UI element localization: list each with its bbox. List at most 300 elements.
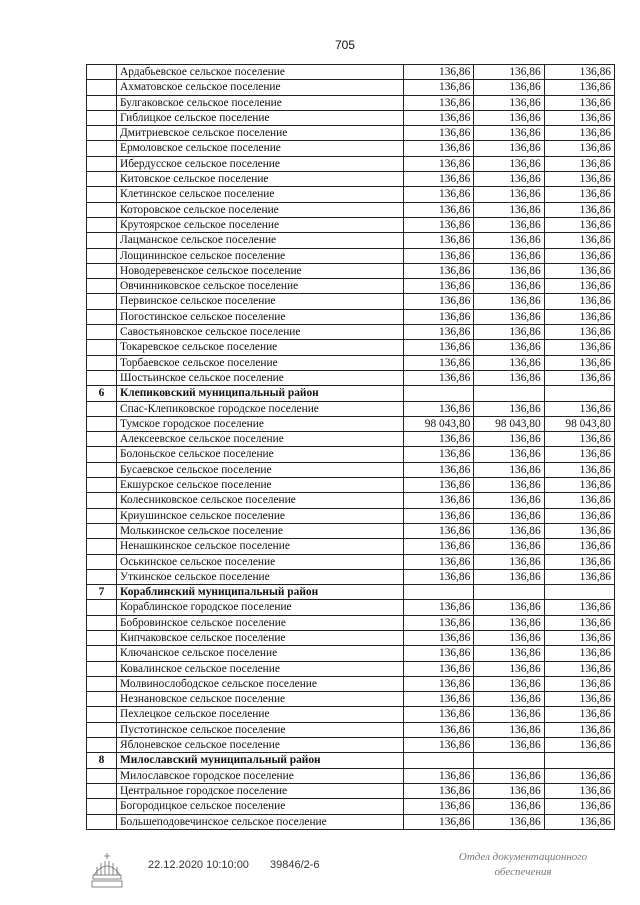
district-row (87, 386, 615, 401)
table-row (87, 738, 615, 753)
value-cell-3 (544, 585, 614, 600)
value-cell-1: 136,86 (404, 279, 474, 294)
value-cell-1: 136,86 (404, 768, 474, 783)
settlement-name-cell: Екшурское сельское поселение (117, 478, 404, 493)
value-cell-1: 136,86 (404, 309, 474, 324)
table-row (87, 600, 615, 615)
row-number-cell (87, 646, 117, 661)
value-cell-2: 136,86 (474, 722, 544, 737)
table-row (87, 707, 615, 722)
value-cell-2: 136,86 (474, 355, 544, 370)
stamp-line-1: Отдел документационного (458, 851, 588, 863)
table-row (87, 783, 615, 798)
value-cell-1: 136,86 (404, 126, 474, 141)
settlement-name-cell: Лацманское сельское поселение (117, 233, 404, 248)
value-cell-1: 136,86 (404, 707, 474, 722)
value-cell-1: 136,86 (404, 233, 474, 248)
value-cell-1 (404, 386, 474, 401)
value-cell-1: 136,86 (404, 722, 474, 737)
value-cell-1 (404, 753, 474, 768)
table-row (87, 539, 615, 554)
settlement-name-cell: Ахматовское сельское поселение (117, 80, 404, 95)
table-row (87, 325, 615, 340)
value-cell-2: 136,86 (474, 478, 544, 493)
value-cell-2: 136,86 (474, 447, 544, 462)
value-cell-1: 136,86 (404, 646, 474, 661)
value-cell-2: 136,86 (474, 370, 544, 385)
value-cell-1: 136,86 (404, 478, 474, 493)
row-number-cell (87, 462, 117, 477)
value-cell-1: 136,86 (404, 692, 474, 707)
table-row (87, 126, 615, 141)
row-number-cell (87, 692, 117, 707)
value-cell-1: 136,86 (404, 783, 474, 798)
value-cell-3: 136,86 (544, 202, 614, 217)
settlement-name-cell: Гиблицкое сельское поселение (117, 110, 404, 125)
value-cell-2: 136,86 (474, 248, 544, 263)
row-number-cell: 6 (87, 386, 117, 401)
value-cell-2: 136,86 (474, 80, 544, 95)
settlement-name-cell: Торбаевское сельское поселение (117, 355, 404, 370)
settlement-name-cell: Криушинское сельское поселение (117, 508, 404, 523)
value-cell-3: 136,86 (544, 707, 614, 722)
value-cell-3: 136,86 (544, 478, 614, 493)
value-cell-3: 136,86 (544, 814, 614, 829)
stamp-line-2: обеспечения (494, 866, 552, 878)
settlement-name-cell: Пустотинское сельское поселение (117, 722, 404, 737)
row-number-cell (87, 65, 117, 80)
district-row (87, 753, 615, 768)
row-number-cell (87, 110, 117, 125)
value-cell-1: 136,86 (404, 569, 474, 584)
settlement-name-cell: Токаревское сельское поселение (117, 340, 404, 355)
value-cell-3: 136,86 (544, 279, 614, 294)
table-row (87, 263, 615, 278)
value-cell-1: 136,86 (404, 95, 474, 110)
value-cell-3: 136,86 (544, 187, 614, 202)
value-cell-2: 136,86 (474, 569, 544, 584)
value-cell-3: 136,86 (544, 646, 614, 661)
page-number: 705 (334, 38, 356, 52)
value-cell-1: 136,86 (404, 156, 474, 171)
table-row (87, 523, 615, 538)
settlement-name-cell: Уткинское сельское поселение (117, 569, 404, 584)
value-cell-3: 136,86 (544, 95, 614, 110)
value-cell-3: 136,86 (544, 738, 614, 753)
table-row (87, 814, 615, 829)
value-cell-1: 136,86 (404, 799, 474, 814)
row-number-cell (87, 172, 117, 187)
table-row (87, 110, 615, 125)
table-row (87, 493, 615, 508)
table-row (87, 768, 615, 783)
value-cell-1: 136,86 (404, 615, 474, 630)
settlement-name-cell: Крутоярское сельское поселение (117, 217, 404, 232)
value-cell-1: 136,86 (404, 738, 474, 753)
value-cell-1: 136,86 (404, 630, 474, 645)
value-cell-2: 136,86 (474, 523, 544, 538)
table-row (87, 309, 615, 324)
table-row (87, 462, 615, 477)
value-cell-2: 136,86 (474, 630, 544, 645)
value-cell-2: 136,86 (474, 141, 544, 156)
value-cell-3: 136,86 (544, 523, 614, 538)
settlement-name-cell: Ненашкинское сельское поселение (117, 539, 404, 554)
value-cell-1: 136,86 (404, 325, 474, 340)
table-row (87, 676, 615, 691)
row-number-cell (87, 156, 117, 171)
value-cell-2: 136,86 (474, 814, 544, 829)
table-row (87, 65, 615, 80)
row-number-cell (87, 630, 117, 645)
value-cell-1: 136,86 (404, 554, 474, 569)
value-cell-3: 136,86 (544, 661, 614, 676)
row-number-cell (87, 722, 117, 737)
table-row (87, 478, 615, 493)
row-number-cell (87, 95, 117, 110)
value-cell-3: 136,86 (544, 783, 614, 798)
settlement-name-cell: Бобровинское сельское поселение (117, 615, 404, 630)
row-number-cell (87, 615, 117, 630)
value-cell-3: 136,86 (544, 539, 614, 554)
settlement-name-cell: Ардабьевское сельское поселение (117, 65, 404, 80)
settlement-name-cell: Клетинское сельское поселение (117, 187, 404, 202)
value-cell-2: 136,86 (474, 126, 544, 141)
table-row (87, 95, 615, 110)
value-cell-2: 136,86 (474, 462, 544, 477)
value-cell-3: 136,86 (544, 141, 614, 156)
value-cell-2: 136,86 (474, 95, 544, 110)
value-cell-2: 136,86 (474, 401, 544, 416)
value-cell-2: 136,86 (474, 508, 544, 523)
value-cell-1: 136,86 (404, 340, 474, 355)
table-row (87, 340, 615, 355)
value-cell-2: 136,86 (474, 738, 544, 753)
settlement-name-cell: Кораблинское городское поселение (117, 600, 404, 615)
value-cell-1: 98 043,80 (404, 416, 474, 431)
row-number-cell (87, 279, 117, 294)
value-cell-1: 136,86 (404, 814, 474, 829)
value-cell-1: 136,86 (404, 370, 474, 385)
table-row (87, 401, 615, 416)
table-row (87, 554, 615, 569)
value-cell-3: 136,86 (544, 325, 614, 340)
settlement-name-cell: Тумское городское поселение (117, 416, 404, 431)
table-row (87, 141, 615, 156)
value-cell-2: 136,86 (474, 615, 544, 630)
row-number-cell (87, 600, 117, 615)
row-number-cell (87, 202, 117, 217)
value-cell-2: 136,86 (474, 187, 544, 202)
row-number-cell (87, 814, 117, 829)
table-row (87, 187, 615, 202)
table-row (87, 233, 615, 248)
settlement-name-cell: Оськинское сельское поселение (117, 554, 404, 569)
row-number-cell (87, 416, 117, 431)
value-cell-2: 136,86 (474, 539, 544, 554)
row-number-cell: 7 (87, 585, 117, 600)
value-cell-2: 136,86 (474, 340, 544, 355)
value-cell-1: 136,86 (404, 141, 474, 156)
value-cell-2: 136,86 (474, 325, 544, 340)
value-cell-2: 98 043,80 (474, 416, 544, 431)
settlement-name-cell: Шостьинское сельское поселение (117, 370, 404, 385)
settlement-name-cell: Колесниковское сельское поселение (117, 493, 404, 508)
value-cell-3: 136,86 (544, 569, 614, 584)
table-row (87, 569, 615, 584)
table-row (87, 416, 615, 431)
settlement-name-cell: Бусаевское сельское поселение (117, 462, 404, 477)
value-cell-2: 136,86 (474, 493, 544, 508)
settlement-name-cell: Молькинское сельское поселение (117, 523, 404, 538)
value-cell-3 (544, 753, 614, 768)
row-number-cell (87, 340, 117, 355)
value-cell-1: 136,86 (404, 294, 474, 309)
value-cell-3: 136,86 (544, 676, 614, 691)
value-cell-3: 136,86 (544, 156, 614, 171)
row-number-cell (87, 493, 117, 508)
settlement-name-cell: Ибердусское сельское поселение (117, 156, 404, 171)
value-cell-3: 136,86 (544, 172, 614, 187)
table-row (87, 370, 615, 385)
settlement-name-cell: Ключанское сельское поселение (117, 646, 404, 661)
value-cell-2: 136,86 (474, 202, 544, 217)
settlement-name-cell: Кипчаковское сельское поселение (117, 630, 404, 645)
value-cell-3: 136,86 (544, 432, 614, 447)
value-cell-3: 136,86 (544, 355, 614, 370)
value-cell-3: 136,86 (544, 248, 614, 263)
row-number-cell (87, 738, 117, 753)
value-cell-3: 136,86 (544, 493, 614, 508)
value-cell-3: 136,86 (544, 554, 614, 569)
value-cell-2: 136,86 (474, 217, 544, 232)
settlement-name-cell: Погостинское сельское поселение (117, 309, 404, 324)
row-number-cell (87, 478, 117, 493)
table-row (87, 661, 615, 676)
department-stamp (448, 850, 598, 880)
row-number-cell (87, 309, 117, 324)
district-row (87, 585, 615, 600)
table-body (87, 65, 615, 830)
row-number-cell (87, 569, 117, 584)
value-cell-1: 136,86 (404, 661, 474, 676)
table-row (87, 294, 615, 309)
district-name-cell: Милославский муниципальный район (117, 753, 404, 768)
settlement-name-cell: Китовское сельское поселение (117, 172, 404, 187)
value-cell-3: 136,86 (544, 508, 614, 523)
value-cell-2 (474, 585, 544, 600)
value-cell-1: 136,86 (404, 202, 474, 217)
row-number-cell (87, 432, 117, 447)
row-number-cell (87, 661, 117, 676)
table-row (87, 172, 615, 187)
value-cell-3: 136,86 (544, 630, 614, 645)
row-number-cell (87, 325, 117, 340)
table-row (87, 279, 615, 294)
value-cell-3: 136,86 (544, 309, 614, 324)
settlement-name-cell: Булгаковское сельское поселение (117, 95, 404, 110)
value-cell-2: 136,86 (474, 172, 544, 187)
settlement-name-cell: Овчинниковское сельское поселение (117, 279, 404, 294)
table-row (87, 202, 615, 217)
value-cell-3: 98 043,80 (544, 416, 614, 431)
value-cell-3: 136,86 (544, 401, 614, 416)
settlement-name-cell: Болоньское сельское поселение (117, 447, 404, 462)
value-cell-3: 136,86 (544, 263, 614, 278)
table-row (87, 217, 615, 232)
settlement-name-cell: Пехлецкое сельское поселение (117, 707, 404, 722)
value-cell-1: 136,86 (404, 248, 474, 263)
value-cell-3: 136,86 (544, 370, 614, 385)
value-cell-1: 136,86 (404, 80, 474, 95)
row-number-cell (87, 370, 117, 385)
footer-date: 22.12.2020 10:10:00 (148, 859, 249, 871)
value-cell-1: 136,86 (404, 600, 474, 615)
value-cell-3: 136,86 (544, 80, 614, 95)
value-cell-1: 136,86 (404, 401, 474, 416)
value-cell-2 (474, 386, 544, 401)
district-name-cell: Кораблинский муниципальный район (117, 585, 404, 600)
table-row (87, 508, 615, 523)
settlement-name-cell: Первинское сельское поселение (117, 294, 404, 309)
row-number-cell: 8 (87, 753, 117, 768)
page-footer (0, 845, 640, 895)
value-cell-3: 136,86 (544, 722, 614, 737)
row-number-cell (87, 676, 117, 691)
value-cell-3: 136,86 (544, 294, 614, 309)
value-cell-2: 136,86 (474, 263, 544, 278)
value-cell-2: 136,86 (474, 768, 544, 783)
settlement-name-cell: Ковалинское сельское поселение (117, 661, 404, 676)
row-number-cell (87, 80, 117, 95)
settlement-name-cell: Богородицкое сельское поселение (117, 799, 404, 814)
settlement-name-cell: Милославское городское поселение (117, 768, 404, 783)
row-number-cell (87, 141, 117, 156)
row-number-cell (87, 554, 117, 569)
value-cell-2: 136,86 (474, 783, 544, 798)
value-cell-2: 136,86 (474, 233, 544, 248)
value-cell-3: 136,86 (544, 447, 614, 462)
settlement-name-cell: Яблоневское сельское поселение (117, 738, 404, 753)
value-cell-3: 136,86 (544, 217, 614, 232)
value-cell-1 (404, 585, 474, 600)
value-cell-2: 136,86 (474, 65, 544, 80)
row-number-cell (87, 523, 117, 538)
value-cell-3: 136,86 (544, 615, 614, 630)
row-number-cell (87, 768, 117, 783)
value-cell-2: 136,86 (474, 661, 544, 676)
table-row (87, 646, 615, 661)
value-cell-3: 136,86 (544, 65, 614, 80)
document-service-logo (88, 845, 126, 891)
settlement-table (86, 64, 615, 830)
table-row (87, 799, 615, 814)
value-cell-2: 136,86 (474, 799, 544, 814)
value-cell-1: 136,86 (404, 493, 474, 508)
value-cell-2: 136,86 (474, 279, 544, 294)
value-cell-3: 136,86 (544, 126, 614, 141)
table-row (87, 248, 615, 263)
settlement-name-cell: Дмитриевское сельское поселение (117, 126, 404, 141)
row-number-cell (87, 217, 117, 232)
footer-doc-id: 39846/2-6 (270, 859, 320, 871)
table-row (87, 692, 615, 707)
row-number-cell (87, 783, 117, 798)
table-row (87, 80, 615, 95)
value-cell-3: 136,86 (544, 233, 614, 248)
settlement-name-cell: Ермоловское сельское поселение (117, 141, 404, 156)
settlement-name-cell: Спас-Клепиковское городское поселение (117, 401, 404, 416)
settlement-name-cell: Савостьяновское сельское поселение (117, 325, 404, 340)
value-cell-3: 136,86 (544, 692, 614, 707)
value-cell-3: 136,86 (544, 768, 614, 783)
value-cell-2: 136,86 (474, 309, 544, 324)
value-cell-1: 136,86 (404, 187, 474, 202)
settlement-name-cell: Алексеевское сельское поселение (117, 432, 404, 447)
value-cell-1: 136,86 (404, 263, 474, 278)
value-cell-1: 136,86 (404, 447, 474, 462)
value-cell-2: 136,86 (474, 156, 544, 171)
settlement-name-cell: Лощининское сельское поселение (117, 248, 404, 263)
district-name-cell: Клепиковский муниципальный район (117, 386, 404, 401)
value-cell-1: 136,86 (404, 355, 474, 370)
value-cell-2: 136,86 (474, 110, 544, 125)
value-cell-2 (474, 753, 544, 768)
table-row (87, 432, 615, 447)
table-row (87, 722, 615, 737)
table-row (87, 615, 615, 630)
row-number-cell (87, 248, 117, 263)
settlement-name-cell: Новодеревенское сельское поселение (117, 263, 404, 278)
value-cell-2: 136,86 (474, 692, 544, 707)
settlement-name-cell: Большеподовечинское сельское поселение (117, 814, 404, 829)
row-number-cell (87, 263, 117, 278)
value-cell-3: 136,86 (544, 110, 614, 125)
settlement-name-cell: Которовское сельское поселение (117, 202, 404, 217)
value-cell-1: 136,86 (404, 676, 474, 691)
value-cell-1: 136,86 (404, 539, 474, 554)
value-cell-1: 136,86 (404, 172, 474, 187)
row-number-cell (87, 508, 117, 523)
value-cell-3: 136,86 (544, 799, 614, 814)
value-cell-3 (544, 386, 614, 401)
row-number-cell (87, 539, 117, 554)
value-cell-2: 136,86 (474, 707, 544, 722)
table-row (87, 355, 615, 370)
value-cell-3: 136,86 (544, 462, 614, 477)
value-cell-3: 136,86 (544, 340, 614, 355)
value-cell-1: 136,86 (404, 110, 474, 125)
value-cell-3: 136,86 (544, 600, 614, 615)
table-row (87, 156, 615, 171)
row-number-cell (87, 126, 117, 141)
value-cell-1: 136,86 (404, 217, 474, 232)
value-cell-1: 136,86 (404, 462, 474, 477)
table-row (87, 630, 615, 645)
row-number-cell (87, 294, 117, 309)
value-cell-2: 136,86 (474, 600, 544, 615)
row-number-cell (87, 233, 117, 248)
value-cell-1: 136,86 (404, 508, 474, 523)
row-number-cell (87, 707, 117, 722)
value-cell-2: 136,86 (474, 554, 544, 569)
settlement-name-cell: Центральное городское поселение (117, 783, 404, 798)
settlement-name-cell: Незнановское сельское поселение (117, 692, 404, 707)
value-cell-2: 136,86 (474, 646, 544, 661)
row-number-cell (87, 447, 117, 462)
table-row (87, 447, 615, 462)
value-cell-2: 136,86 (474, 676, 544, 691)
